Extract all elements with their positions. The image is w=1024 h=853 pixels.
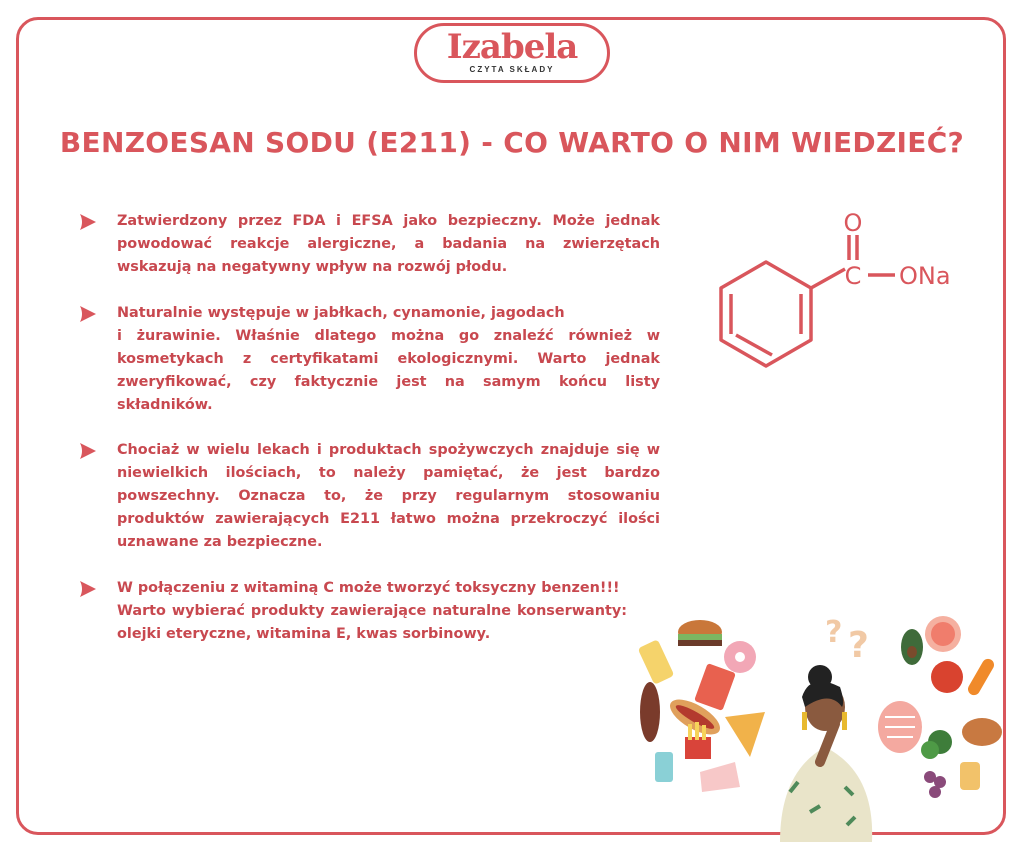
bullet-item <box>78 210 660 279</box>
bullet-line: Naturalnie występuje w jabłkach, cynamonie, jagodach <box>117 305 565 321</box>
woman-shirt <box>780 747 872 842</box>
can-icon <box>655 752 673 782</box>
chips-icon <box>694 663 736 711</box>
carrot-icon <box>966 657 996 698</box>
bullet-text <box>117 577 627 646</box>
question-mark-icon: ? <box>825 615 843 650</box>
logo-script: Izabela <box>446 27 578 67</box>
question-mark-icon: ? <box>848 625 869 666</box>
logo-subtitle: CZYTA SKŁADY <box>469 65 555 74</box>
arrow-bullet-icon <box>78 579 98 599</box>
bullet-line: Chociaż w wielu lekach i produktach spożywczych znajduje się w niewielkich ilościach, to należy pamiętać, że jest bardzo powszechny. Oznacza to, że przy regularnym stosowaniu produktów zawierających E211 łatwo można przekroczyć ilości uznawane za bezpieczne. <box>117 442 660 550</box>
carbon-label: C <box>844 262 862 290</box>
arrow-bullet-icon <box>78 212 98 232</box>
bullet-item <box>78 577 660 646</box>
bullet-text <box>117 439 660 554</box>
pizza-icon <box>725 712 765 757</box>
page-title: BENZOESAN SODU (E211) - CO WARTO O NIM WIEDZIEĆ? <box>59 126 965 159</box>
logo <box>414 23 610 83</box>
ona-label: ONa <box>899 262 951 290</box>
sausage-icon <box>640 682 660 742</box>
bullet-item <box>78 439 660 554</box>
oxygen-label: O <box>843 209 863 237</box>
bullet-text <box>117 302 660 417</box>
bread-icon <box>962 718 1002 746</box>
bullet-text <box>117 210 660 279</box>
jar-icon <box>960 762 980 790</box>
bullet-line: i żurawinie. Właśnie dlatego można go znaleźć również w kosmetykach z certyfikatami ekologicznymi. Warto jednak zweryfikować, czy faktycznie jest na samym końcu listy składników. <box>117 328 660 413</box>
bullet-line: Zatwierdzony przez FDA i EFSA jako bezpieczny. Może jednak powodować reakcje alergiczne, a badania na zwierzętach wskazują na negatywny wpływ na rozwój płodu. <box>117 213 660 275</box>
bullet-line: W połączeniu z witaminą C może tworzyć toksyczny benzen!!! <box>117 580 620 596</box>
arrow-bullet-icon <box>78 441 98 461</box>
arrow-bullet-icon <box>78 304 98 324</box>
drink-icon <box>638 639 675 685</box>
food-illustration <box>630 612 1010 842</box>
fries-icon <box>685 737 711 759</box>
sodium-benzoate-structure <box>700 205 960 385</box>
bullet-line: Warto wybierać produkty zawierające naturalne konserwanty: olejki eteryczne, witamina E, kwas sorbinowy. <box>117 603 627 642</box>
bullet-item <box>78 302 660 417</box>
apple-icon <box>931 661 963 693</box>
cake-icon <box>700 762 740 792</box>
